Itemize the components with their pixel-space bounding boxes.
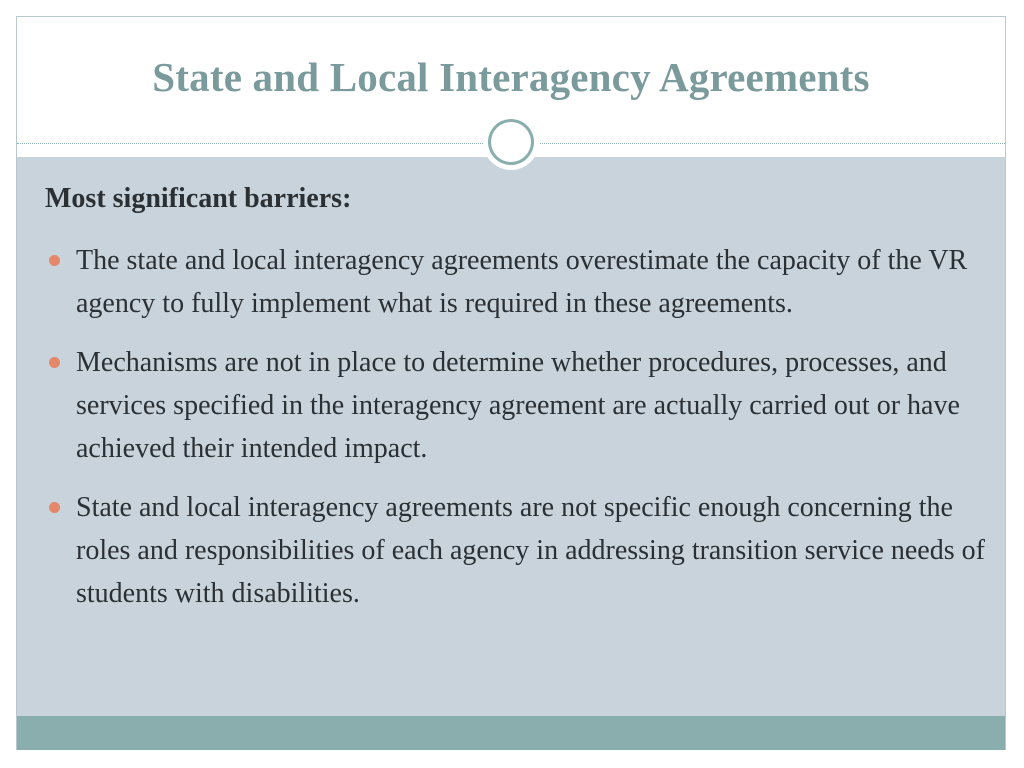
bullet-icon (49, 357, 60, 368)
bullet-item (45, 341, 985, 470)
double-ring-circle-icon (482, 113, 540, 171)
bullet-text: Mechanisms are not in place to determine whether procedures, processes, and services specified in the interagency agreement are actually carried out or have achieved their intended impact. (76, 347, 960, 464)
bullet-icon (49, 502, 60, 513)
bullet-text: The state and local interagency agreements overestimate the capacity of the VR agency to fully implement what is required in these agreements. (76, 245, 968, 319)
bullet-list (45, 239, 985, 631)
bullet-item (45, 239, 985, 325)
bullet-text: State and local interagency agreements are not specific enough concerning the roles and responsibilities of each agency in addressing transition service needs of students with disabilities. (76, 492, 985, 609)
bullet-item (45, 486, 985, 615)
slide-title: State and Local Interagency Agreements (152, 54, 870, 100)
bullet-icon (49, 255, 60, 266)
footer-bar (17, 716, 1005, 750)
section-heading: Most significant barriers: (45, 183, 352, 214)
slide-frame (16, 16, 1006, 750)
